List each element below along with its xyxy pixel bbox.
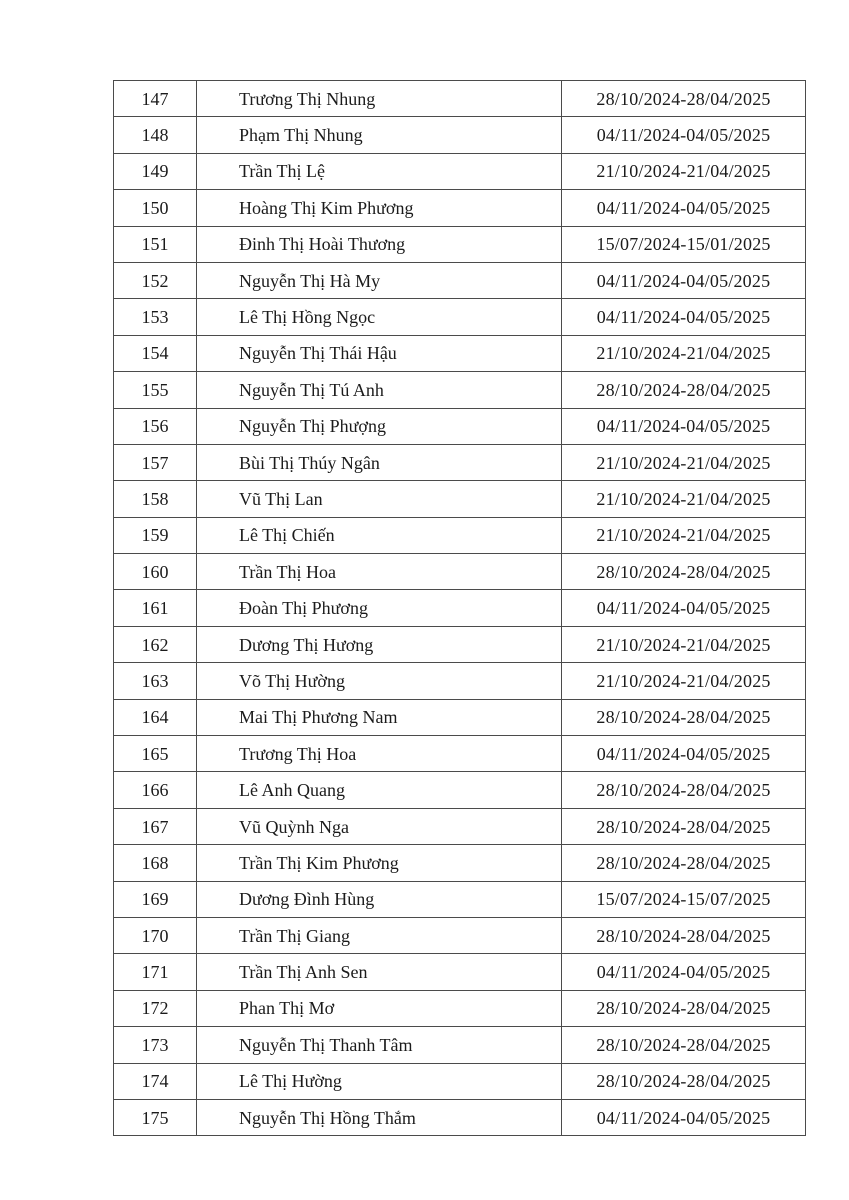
table-row — [114, 845, 806, 881]
row-number-cell: 170 — [114, 917, 197, 953]
name-cell: Dương Thị Hương — [197, 626, 562, 662]
row-number-cell: 175 — [114, 1099, 197, 1135]
table-row — [114, 881, 806, 917]
period-cell: 28/10/2024-28/04/2025 — [562, 81, 806, 117]
table-row — [114, 481, 806, 517]
period-cell: 28/10/2024-28/04/2025 — [562, 1063, 806, 1099]
row-number-cell: 168 — [114, 845, 197, 881]
period-cell: 15/07/2024-15/07/2025 — [562, 881, 806, 917]
name-cell: Đinh Thị Hoài Thương — [197, 226, 562, 262]
table-row — [114, 736, 806, 772]
roster-table — [113, 80, 806, 1136]
name-cell: Vũ Quỳnh Nga — [197, 808, 562, 844]
table-row — [114, 954, 806, 990]
name-cell: Hoàng Thị Kim Phương — [197, 190, 562, 226]
period-cell: 28/10/2024-28/04/2025 — [562, 699, 806, 735]
table-row — [114, 226, 806, 262]
name-cell: Lê Anh Quang — [197, 772, 562, 808]
row-number-cell: 165 — [114, 736, 197, 772]
table-row — [114, 990, 806, 1026]
period-cell: 04/11/2024-04/05/2025 — [562, 736, 806, 772]
name-cell: Lê Thị Hường — [197, 1063, 562, 1099]
row-number-cell: 158 — [114, 481, 197, 517]
period-cell: 28/10/2024-28/04/2025 — [562, 554, 806, 590]
period-cell: 21/10/2024-21/04/2025 — [562, 335, 806, 371]
name-cell: Mai Thị Phương Nam — [197, 699, 562, 735]
period-cell: 04/11/2024-04/05/2025 — [562, 1099, 806, 1135]
period-cell: 04/11/2024-04/05/2025 — [562, 117, 806, 153]
name-cell: Trần Thị Giang — [197, 917, 562, 953]
name-cell: Nguyễn Thị Hồng Thắm — [197, 1099, 562, 1135]
table-row — [114, 772, 806, 808]
row-number-cell: 171 — [114, 954, 197, 990]
table-row — [114, 554, 806, 590]
row-number-cell: 161 — [114, 590, 197, 626]
row-number-cell: 172 — [114, 990, 197, 1026]
period-cell: 04/11/2024-04/05/2025 — [562, 408, 806, 444]
name-cell: Trần Thị Hoa — [197, 554, 562, 590]
name-cell: Nguyễn Thị Phượng — [197, 408, 562, 444]
table-row — [114, 299, 806, 335]
name-cell: Lê Thị Hồng Ngọc — [197, 299, 562, 335]
roster-table-body — [114, 81, 806, 1136]
name-cell: Bùi Thị Thúy Ngân — [197, 444, 562, 480]
table-row — [114, 81, 806, 117]
period-cell: 04/11/2024-04/05/2025 — [562, 954, 806, 990]
name-cell: Vũ Thị Lan — [197, 481, 562, 517]
name-cell: Dương Đình Hùng — [197, 881, 562, 917]
name-cell: Trần Thị Anh Sen — [197, 954, 562, 990]
row-number-cell: 153 — [114, 299, 197, 335]
name-cell: Lê Thị Chiến — [197, 517, 562, 553]
table-row — [114, 590, 806, 626]
period-cell: 04/11/2024-04/05/2025 — [562, 262, 806, 298]
row-number-cell: 173 — [114, 1027, 197, 1063]
table-row — [114, 1099, 806, 1135]
period-cell: 28/10/2024-28/04/2025 — [562, 772, 806, 808]
table-row — [114, 444, 806, 480]
period-cell: 15/07/2024-15/01/2025 — [562, 226, 806, 262]
table-row — [114, 1027, 806, 1063]
period-cell: 28/10/2024-28/04/2025 — [562, 990, 806, 1026]
period-cell: 21/10/2024-21/04/2025 — [562, 153, 806, 189]
table-row — [114, 335, 806, 371]
period-cell: 04/11/2024-04/05/2025 — [562, 190, 806, 226]
row-number-cell: 151 — [114, 226, 197, 262]
period-cell: 28/10/2024-28/04/2025 — [562, 1027, 806, 1063]
period-cell: 04/11/2024-04/05/2025 — [562, 299, 806, 335]
period-cell: 21/10/2024-21/04/2025 — [562, 626, 806, 662]
table-row — [114, 663, 806, 699]
period-cell: 28/10/2024-28/04/2025 — [562, 372, 806, 408]
row-number-cell: 174 — [114, 1063, 197, 1099]
period-cell: 28/10/2024-28/04/2025 — [562, 917, 806, 953]
row-number-cell: 162 — [114, 626, 197, 662]
table-row — [114, 262, 806, 298]
row-number-cell: 169 — [114, 881, 197, 917]
name-cell: Nguyễn Thị Tú Anh — [197, 372, 562, 408]
period-cell: 21/10/2024-21/04/2025 — [562, 663, 806, 699]
table-row — [114, 190, 806, 226]
name-cell: Phan Thị Mơ — [197, 990, 562, 1026]
name-cell: Trần Thị Lệ — [197, 153, 562, 189]
row-number-cell: 166 — [114, 772, 197, 808]
name-cell: Phạm Thị Nhung — [197, 117, 562, 153]
row-number-cell: 152 — [114, 262, 197, 298]
table-row — [114, 917, 806, 953]
row-number-cell: 167 — [114, 808, 197, 844]
period-cell: 28/10/2024-28/04/2025 — [562, 845, 806, 881]
table-row — [114, 1063, 806, 1099]
period-cell: 04/11/2024-04/05/2025 — [562, 590, 806, 626]
table-row — [114, 153, 806, 189]
period-cell: 21/10/2024-21/04/2025 — [562, 481, 806, 517]
period-cell: 21/10/2024-21/04/2025 — [562, 517, 806, 553]
row-number-cell: 156 — [114, 408, 197, 444]
row-number-cell: 157 — [114, 444, 197, 480]
row-number-cell: 148 — [114, 117, 197, 153]
name-cell: Trần Thị Kim Phương — [197, 845, 562, 881]
row-number-cell: 150 — [114, 190, 197, 226]
name-cell: Nguyễn Thị Thái Hậu — [197, 335, 562, 371]
name-cell: Trương Thị Hoa — [197, 736, 562, 772]
row-number-cell: 164 — [114, 699, 197, 735]
table-row — [114, 372, 806, 408]
row-number-cell: 149 — [114, 153, 197, 189]
row-number-cell: 160 — [114, 554, 197, 590]
table-row — [114, 699, 806, 735]
period-cell: 21/10/2024-21/04/2025 — [562, 444, 806, 480]
row-number-cell: 154 — [114, 335, 197, 371]
row-number-cell: 163 — [114, 663, 197, 699]
name-cell: Nguyễn Thị Thanh Tâm — [197, 1027, 562, 1063]
table-row — [114, 626, 806, 662]
name-cell: Võ Thị Hường — [197, 663, 562, 699]
table-row — [114, 517, 806, 553]
name-cell: Đoàn Thị Phương — [197, 590, 562, 626]
row-number-cell: 147 — [114, 81, 197, 117]
period-cell: 28/10/2024-28/04/2025 — [562, 808, 806, 844]
table-row — [114, 808, 806, 844]
row-number-cell: 159 — [114, 517, 197, 553]
name-cell: Trương Thị Nhung — [197, 81, 562, 117]
row-number-cell: 155 — [114, 372, 197, 408]
table-row — [114, 408, 806, 444]
table-row — [114, 117, 806, 153]
name-cell: Nguyễn Thị Hà My — [197, 262, 562, 298]
